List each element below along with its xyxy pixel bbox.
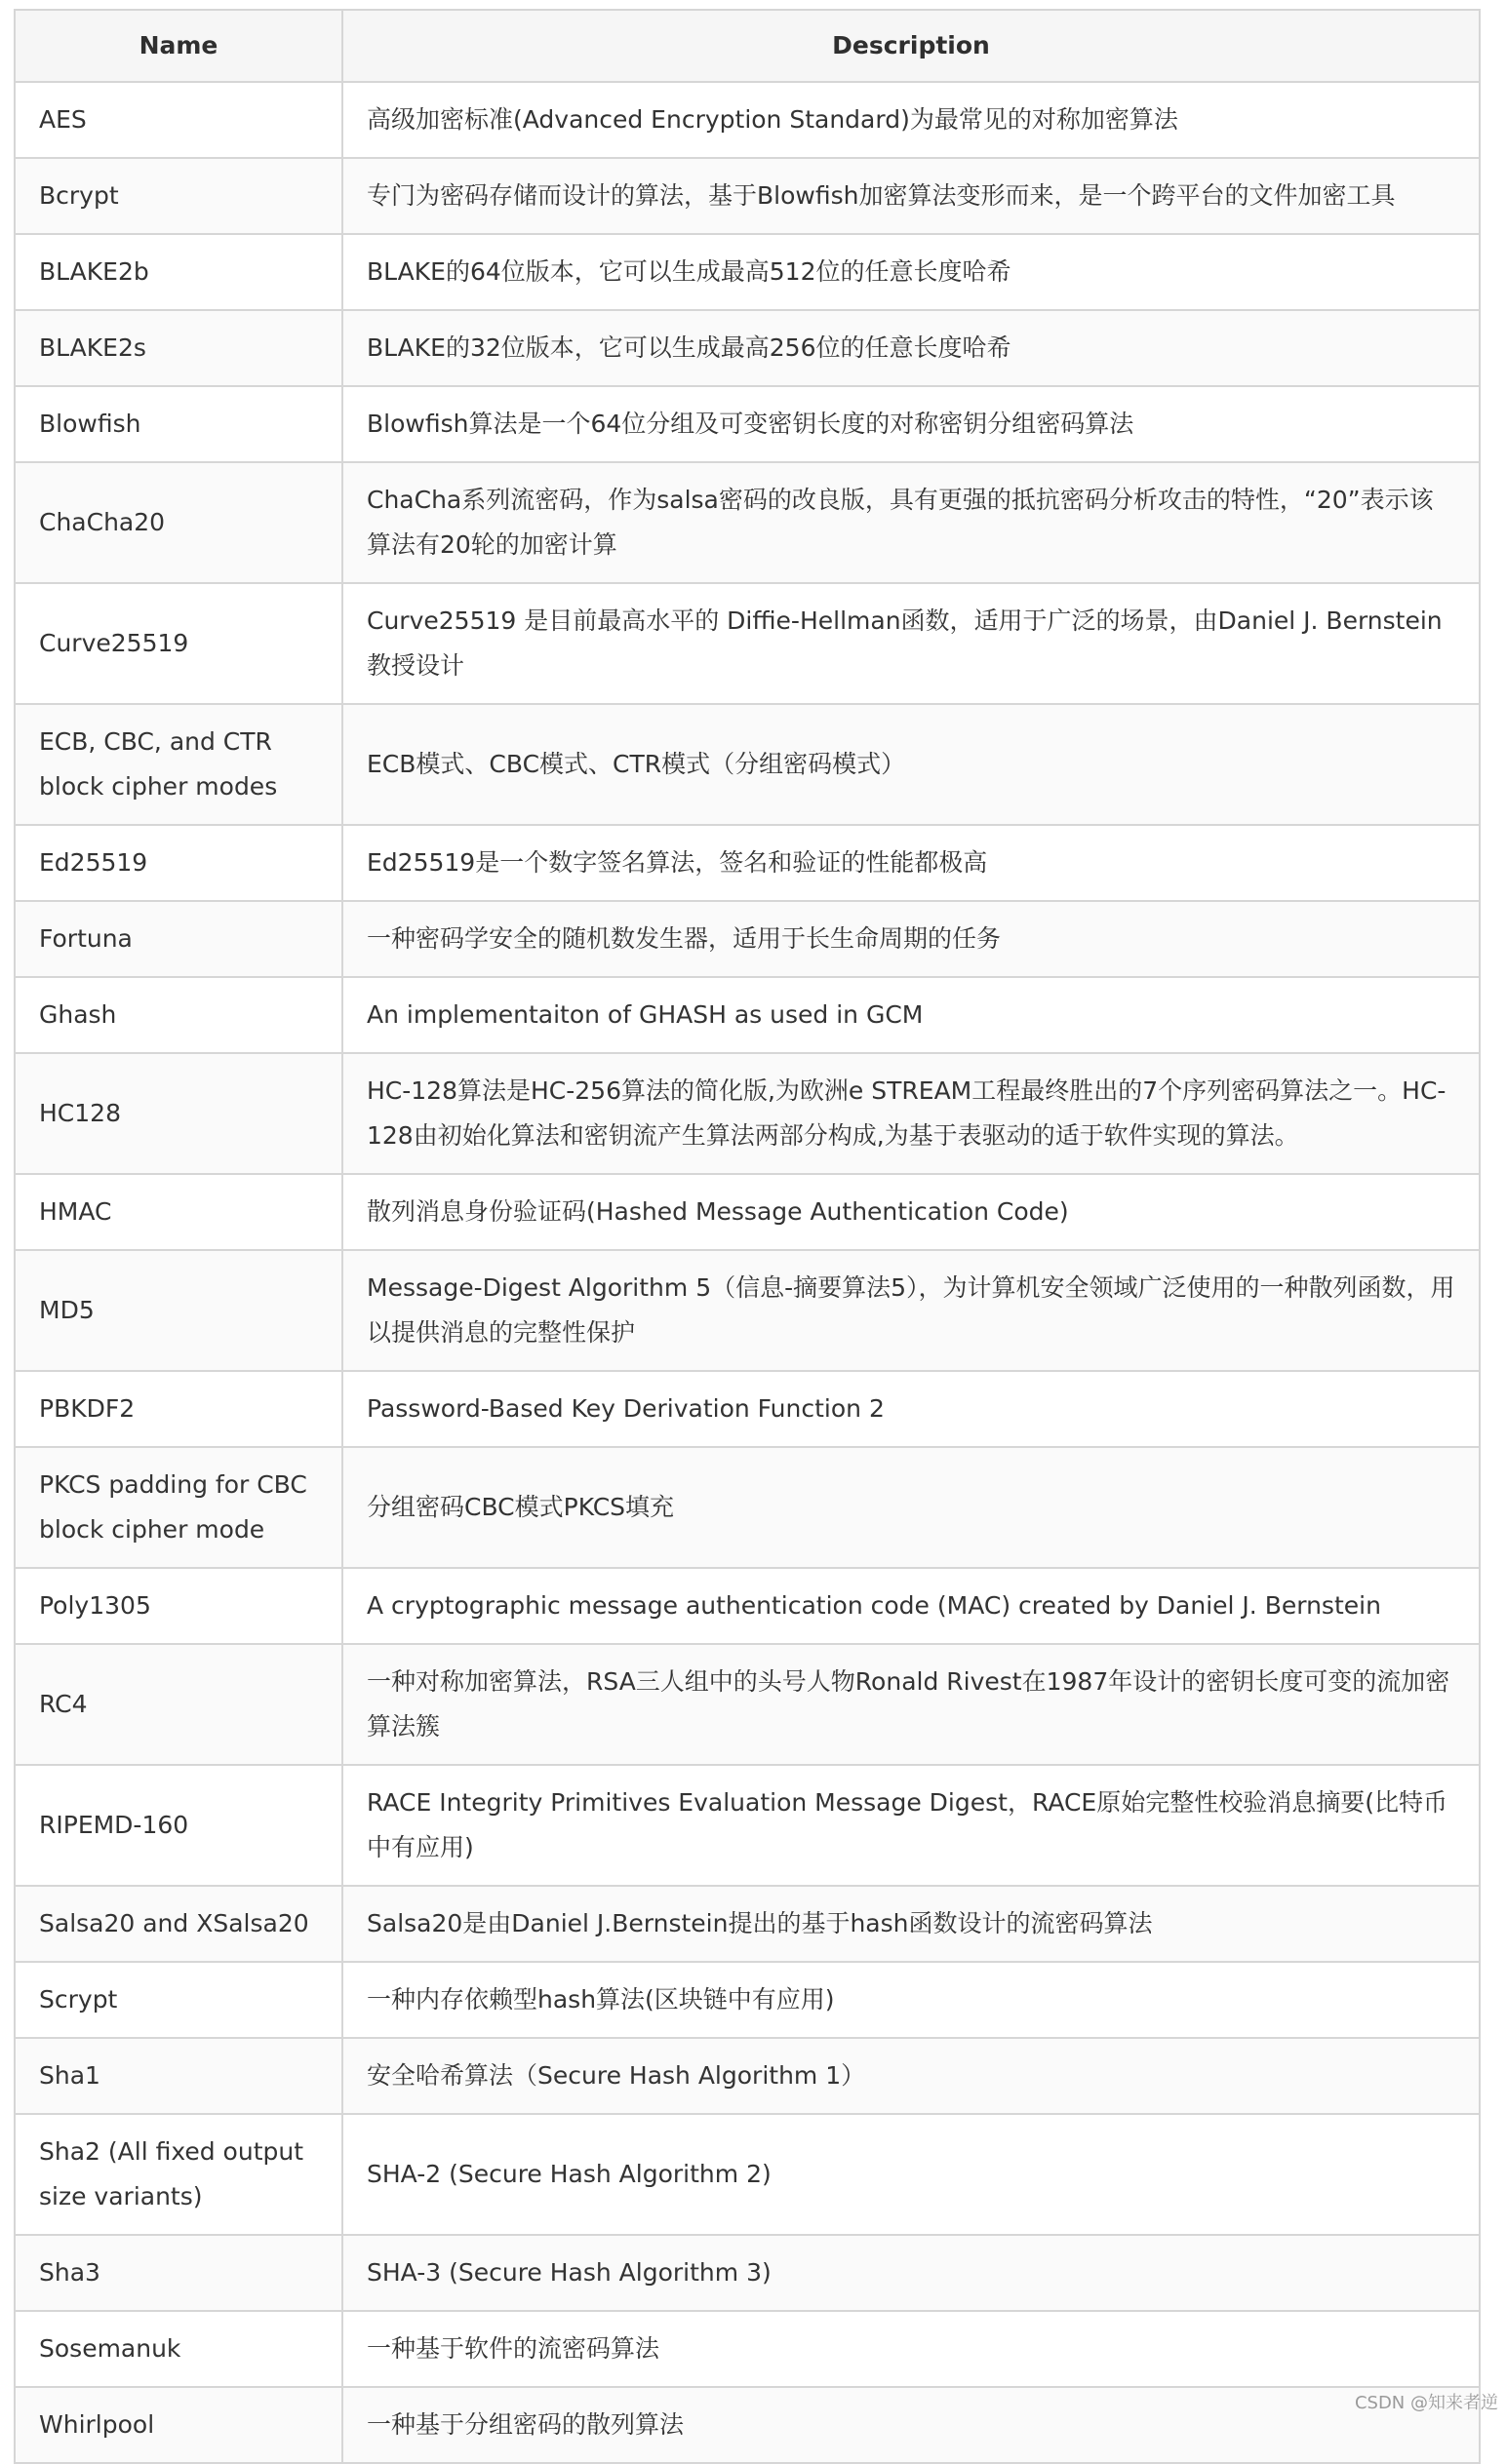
algorithm-description-cell: 安全哈希算法（Secure Hash Algorithm 1）	[342, 2038, 1480, 2114]
algorithm-description-cell: Blowfish算法是一个64位分组及可变密钥长度的对称密钥分组密码算法	[342, 386, 1480, 462]
algorithm-name-cell: RC4	[15, 1644, 342, 1765]
algorithm-description-cell: RACE Integrity Primitives Evaluation Message Digest，RACE原始完整性校验消息摘要(比特币中有应用)	[342, 1765, 1480, 1886]
algorithm-description-cell: 专门为密码存储而设计的算法，基于Blowfish加密算法变形而来，是一个跨平台的文件加密工具	[342, 158, 1480, 234]
algorithm-name-cell: Salsa20 and XSalsa20	[15, 1886, 342, 1962]
table-header	[15, 10, 1480, 82]
algorithm-description-cell: SHA-2 (Secure Hash Algorithm 2)	[342, 2114, 1480, 2235]
algorithm-name-cell: Poly1305	[15, 1568, 342, 1644]
table-row	[15, 825, 1480, 901]
algorithm-name-cell: Sosemanuk	[15, 2311, 342, 2387]
table-row	[15, 386, 1480, 462]
algorithm-description-cell: 一种基于软件的流密码算法	[342, 2311, 1480, 2387]
table-row	[15, 583, 1480, 704]
algorithm-name-cell: Sha1	[15, 2038, 342, 2114]
algorithm-description-cell: 散列消息身份验证码(Hashed Message Authentication Code)	[342, 1174, 1480, 1250]
algorithm-name-cell: BLAKE2s	[15, 310, 342, 386]
header-row	[15, 10, 1480, 82]
table-row	[15, 2387, 1480, 2463]
algorithm-description-cell: SHA-3 (Secure Hash Algorithm 3)	[342, 2235, 1480, 2311]
algorithm-name-cell: HMAC	[15, 1174, 342, 1250]
algorithm-name-cell: HC128	[15, 1053, 342, 1174]
table-body	[15, 82, 1480, 2463]
table-row	[15, 1886, 1480, 1962]
algorithm-name-cell: Scrypt	[15, 1962, 342, 2038]
algorithm-name-cell: Ghash	[15, 977, 342, 1053]
watermark-text: CSDN @知来者逆	[1354, 2393, 1498, 2413]
algorithm-name-cell: RIPEMD-160	[15, 1765, 342, 1886]
algorithm-name-cell: Fortuna	[15, 901, 342, 977]
algorithm-description-cell: Ed25519是一个数字签名算法，签名和验证的性能都极高	[342, 825, 1480, 901]
algorithm-name-cell: ECB, CBC, and CTR block cipher modes	[15, 704, 342, 825]
table-row	[15, 1568, 1480, 1644]
algorithm-name-cell: PBKDF2	[15, 1371, 342, 1447]
table-row	[15, 234, 1480, 310]
algorithm-name-cell: Bcrypt	[15, 158, 342, 234]
algorithm-description-cell: A cryptographic message authentication code (MAC) created by Daniel J. Bernstein	[342, 1568, 1480, 1644]
algorithm-description-cell: 一种密码学安全的随机数发生器，适用于长生命周期的任务	[342, 901, 1480, 977]
algorithm-description-cell: BLAKE的32位版本，它可以生成最高256位的任意长度哈希	[342, 310, 1480, 386]
table-row	[15, 82, 1480, 158]
algorithm-description-cell: Password-Based Key Derivation Function 2	[342, 1371, 1480, 1447]
table-row	[15, 158, 1480, 234]
algorithm-description-cell: An implementaiton of GHASH as used in GCM	[342, 977, 1480, 1053]
column-header-description: Description	[342, 10, 1480, 82]
algorithm-name-cell: Blowfish	[15, 386, 342, 462]
table-row	[15, 704, 1480, 825]
table-row	[15, 2311, 1480, 2387]
algorithm-name-cell: MD5	[15, 1250, 342, 1371]
document-page	[14, 9, 1479, 2464]
table-row	[15, 2114, 1480, 2235]
algorithm-name-cell: ChaCha20	[15, 462, 342, 583]
algorithm-description-cell: ECB模式、CBC模式、CTR模式（分组密码模式）	[342, 704, 1480, 825]
algorithm-description-cell: ChaCha系列流密码，作为salsa密码的改良版，具有更强的抵抗密码分析攻击的特性，“20”表示该算法有20轮的加密计算	[342, 462, 1480, 583]
algorithm-name-cell: Sha2 (All fixed output size variants)	[15, 2114, 342, 2235]
table-row	[15, 1644, 1480, 1765]
table-row	[15, 901, 1480, 977]
algorithm-name-cell: Ed25519	[15, 825, 342, 901]
algorithm-name-cell: AES	[15, 82, 342, 158]
algorithm-name-cell: BLAKE2b	[15, 234, 342, 310]
algorithm-description-cell: 一种内存依赖型hash算法(区块链中有应用)	[342, 1962, 1480, 2038]
algorithm-name-cell: Curve25519	[15, 583, 342, 704]
algorithm-table	[14, 9, 1481, 2464]
algorithm-description-cell: BLAKE的64位版本，它可以生成最高512位的任意长度哈希	[342, 234, 1480, 310]
table-row	[15, 462, 1480, 583]
table-row	[15, 2235, 1480, 2311]
algorithm-description-cell: Message-Digest Algorithm 5（信息-摘要算法5），为计算机安全领域广泛使用的一种散列函数，用以提供消息的完整性保护	[342, 1250, 1480, 1371]
table-row	[15, 1250, 1480, 1371]
algorithm-description-cell: 分组密码CBC模式PKCS填充	[342, 1447, 1480, 1568]
table-row	[15, 1053, 1480, 1174]
table-row	[15, 1371, 1480, 1447]
table-row	[15, 977, 1480, 1053]
algorithm-name-cell: Sha3	[15, 2235, 342, 2311]
algorithm-description-cell: 一种对称加密算法，RSA三人组中的头号人物Ronald Rivest在1987年设计的密钥长度可变的流加密算法簇	[342, 1644, 1480, 1765]
algorithm-description-cell: HC-128算法是HC-256算法的简化版,为欧洲e STREAM工程最终胜出的7个序列密码算法之一。HC-128由初始化算法和密钥流产生算法两部分构成,为基于表驱动的适于软件实现的算法。	[342, 1053, 1480, 1174]
table-row	[15, 1447, 1480, 1568]
table-row	[15, 1765, 1480, 1886]
table-row	[15, 310, 1480, 386]
algorithm-name-cell: PKCS padding for CBC block cipher mode	[15, 1447, 342, 1568]
algorithm-name-cell: Whirlpool	[15, 2387, 342, 2463]
column-header-name: Name	[15, 10, 342, 82]
algorithm-description-cell: Salsa20是由Daniel J.Bernstein提出的基于hash函数设计的流密码算法	[342, 1886, 1480, 1962]
table-row	[15, 2038, 1480, 2114]
table-row	[15, 1962, 1480, 2038]
algorithm-description-cell: 一种基于分组密码的散列算法	[342, 2387, 1480, 2463]
algorithm-description-cell: Curve25519 是目前最高水平的 Diffie-Hellman函数，适用于广泛的场景，由Daniel J. Bernstein教授设计	[342, 583, 1480, 704]
algorithm-description-cell: 高级加密标准(Advanced Encryption Standard)为最常见的对称加密算法	[342, 82, 1480, 158]
table-row	[15, 1174, 1480, 1250]
